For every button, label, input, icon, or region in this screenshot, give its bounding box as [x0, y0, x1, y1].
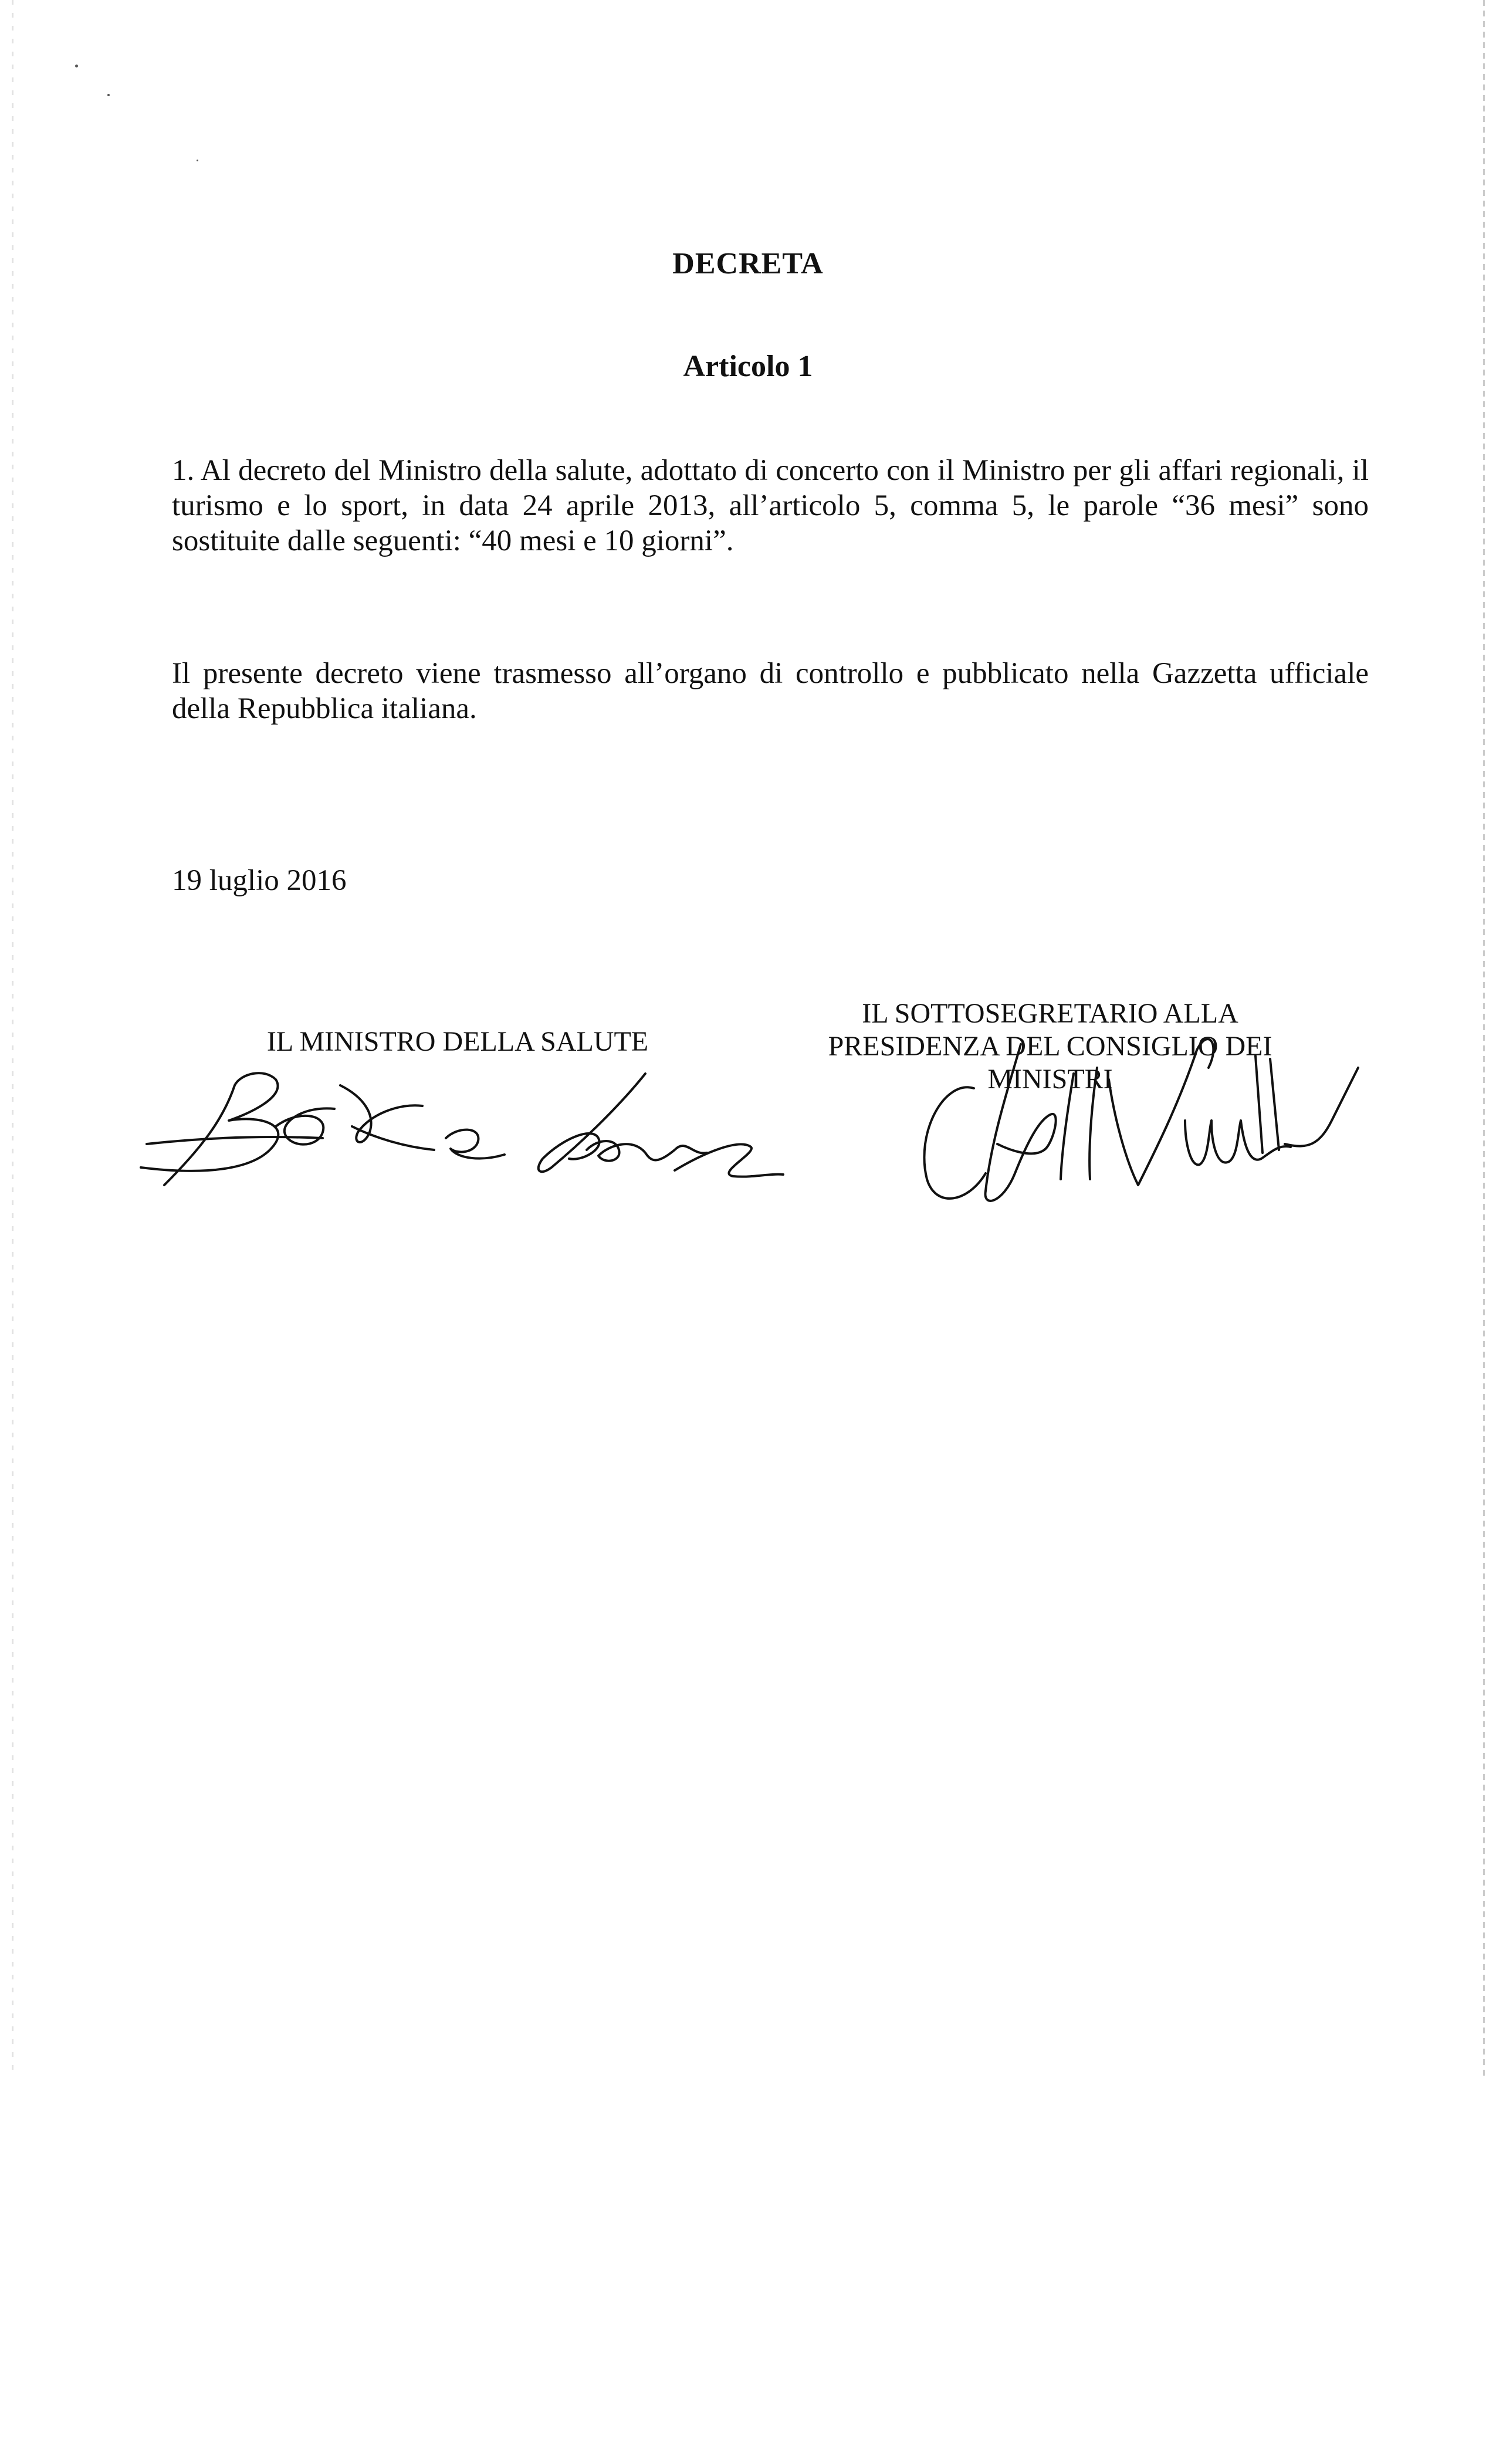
scan-speck: [75, 65, 78, 67]
publication-paragraph: Il presente decreto viene trasmesso all’organo di controllo e pubblicato nella Gazzetta ufficiale della Repubblica italiana.: [172, 657, 1369, 725]
undersecretary-title-line: PRESIDENZA DEL CONSIGLIO DEI: [828, 1031, 1272, 1062]
undersecretary-title-line: IL SOTTOSEGRETARIO ALLA: [862, 998, 1238, 1029]
undersecretary-title-line: MINISTRI: [987, 1064, 1113, 1095]
decree-date: 19 luglio 2016: [172, 864, 347, 897]
scan-speck: [197, 160, 198, 161]
decree-heading: DECRETA: [672, 247, 824, 280]
undersecretary-signature: [903, 1033, 1361, 1214]
scan-speck: [107, 94, 110, 96]
scan-edge-right: [1483, 0, 1485, 2077]
minister-signature: [129, 1050, 786, 1203]
article-paragraph: 1. Al decreto del Ministro della salute, adottato di concerto con il Ministro per gli affari regionali, il turismo e lo sport, in data 24 aprile 2013, all’articolo 5, comma 5, le parole “36 mesi” sono sostituite dalle seguenti: “40 mesi e 10 giorni”.: [172, 454, 1369, 557]
scan-edge-left: [12, 0, 13, 2077]
article-title: Articolo 1: [683, 350, 813, 383]
minister-title: IL MINISTRO DELLA SALUTE: [266, 1026, 649, 1057]
